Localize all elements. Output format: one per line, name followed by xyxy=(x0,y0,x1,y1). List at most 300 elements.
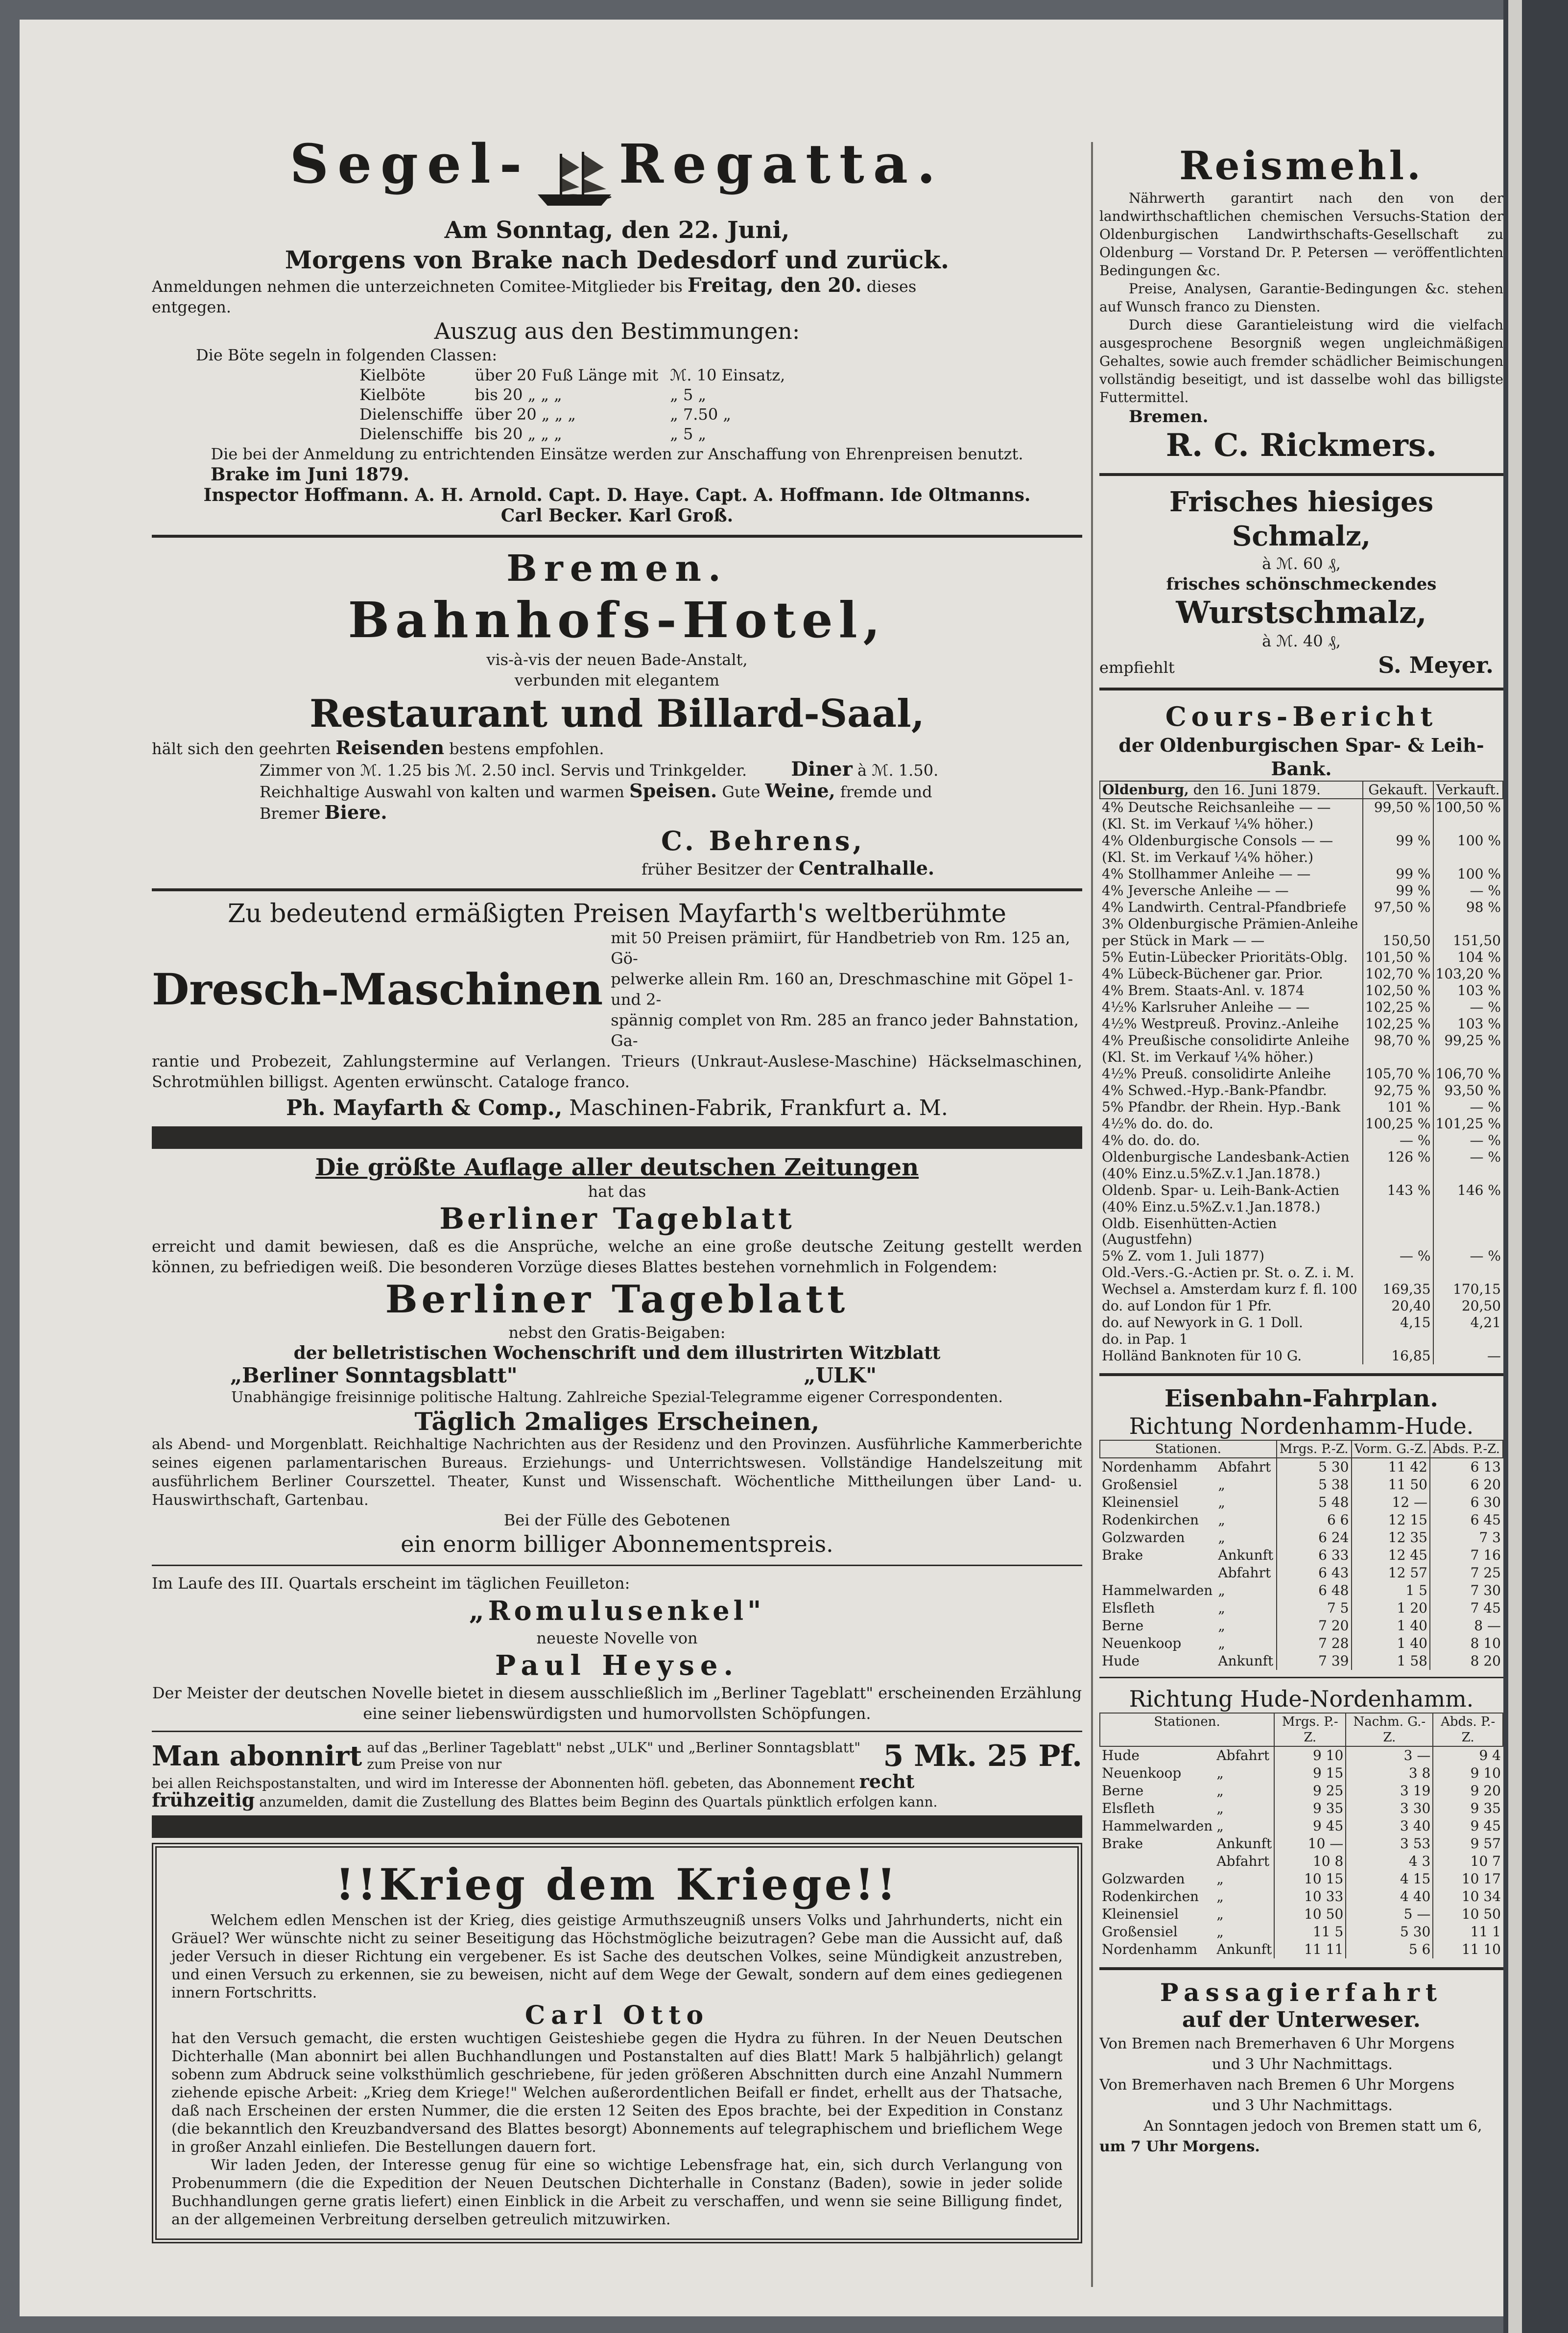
regatta-class-fee: ℳ. 10 Einsatz, xyxy=(670,365,785,384)
fahrplan-station: Neuenkoop xyxy=(1102,1635,1182,1651)
fahrplan-time-3: 8 10 xyxy=(1430,1635,1503,1652)
regatta-title-right: Regatta. xyxy=(618,132,945,195)
cours-security: 4% Oldenburgische Consols — — xyxy=(1102,833,1333,849)
fahrplan-event: „ xyxy=(1218,1476,1225,1493)
cours-sell: 20,50 xyxy=(1433,1298,1503,1314)
fahrplan-col3b-header: Abds. P.-Z. xyxy=(1433,1713,1503,1746)
table-row xyxy=(1100,849,1503,866)
cours-buy: 143 % xyxy=(1363,1182,1433,1199)
fahrplan-event: „ xyxy=(1218,1529,1225,1546)
cours-security: 4% Landwirth. Central-Pfandbriefe xyxy=(1102,899,1347,915)
cours-sell: 146 % xyxy=(1433,1182,1503,1199)
fahrplan xyxy=(1099,1385,1503,1958)
fahrplan-time-2: 5 30 xyxy=(1346,1923,1433,1941)
cours-security: 4½% Westpreuß. Provinz.-Anleihe xyxy=(1102,1016,1339,1032)
fahrplan-station: Elsfleth xyxy=(1102,1600,1155,1616)
hotel-text1b: Reisenden xyxy=(335,736,445,759)
cours-header-place: Oldenburg, xyxy=(1102,782,1189,798)
fahrplan-time-1: 6 6 xyxy=(1277,1511,1352,1529)
cours-sell: 100,50 % xyxy=(1433,799,1503,816)
fahrplan-station: Nordenhamm xyxy=(1102,1941,1198,1957)
hotel-restaurant: Restaurant und Billard-Saal, xyxy=(309,691,925,736)
fahrplan-station: Hude xyxy=(1102,1653,1140,1669)
table-row xyxy=(1100,1817,1503,1835)
cours-sell xyxy=(1433,1199,1503,1215)
regatta-place-date: Brake im Juni 1879. xyxy=(211,464,409,485)
fahrplan-event: „ xyxy=(1218,1635,1225,1651)
fahrplan-time-2: 3 53 xyxy=(1346,1835,1433,1853)
fahrplan-time-1: 10 8 xyxy=(1274,1853,1346,1870)
cours-buy xyxy=(1363,1331,1433,1348)
krieg-title: !!Krieg dem Kriege!! xyxy=(335,1858,899,1910)
table-row xyxy=(1100,1582,1503,1599)
table-row xyxy=(1100,982,1503,999)
fahrplan-station: Berne xyxy=(1102,1783,1144,1799)
fahrplan-time-2: 11 50 xyxy=(1352,1476,1430,1494)
table-row xyxy=(1100,816,1503,833)
mayfarth-firm-place: Maschinen-Fabrik, Frankfurt a. M. xyxy=(569,1095,948,1120)
krieg-ad xyxy=(152,1843,1082,2243)
cours-security: per Stück in Mark — — xyxy=(1102,932,1265,949)
fahrplan-time-3: 7 25 xyxy=(1430,1564,1503,1582)
table-row xyxy=(1100,1547,1503,1564)
fahrplan-station: Hude xyxy=(1102,1747,1140,1763)
divider xyxy=(152,1731,1082,1732)
cours-security: 5% Pfandbr. der Rhein. Hyp.-Bank xyxy=(1102,1099,1341,1115)
fahrplan-stations-header-2: Stationen. xyxy=(1100,1713,1274,1746)
regatta-class-fee: „ 5 „ xyxy=(670,385,707,404)
table-row xyxy=(1100,1835,1503,1853)
cours-security: 4% Jeversche Anleihe — — xyxy=(1102,882,1289,899)
fahrplan-event: „ xyxy=(1216,1924,1224,1940)
cours-security: do. in Pap. 1 xyxy=(1102,1331,1188,1347)
table-row xyxy=(1100,949,1503,966)
fahrplan-time-1: 10 50 xyxy=(1274,1905,1346,1923)
hotel-text2 xyxy=(152,759,1082,781)
cours-security: (Kl. St. im Verkauf ¼% höher.) xyxy=(1102,849,1314,865)
cours-buy xyxy=(1363,1166,1433,1182)
fahrplan-time-2: 3 40 xyxy=(1346,1817,1433,1835)
fahrplan-time-1: 6 33 xyxy=(1277,1547,1352,1564)
mayfarth-ad xyxy=(152,900,1082,1121)
cours-buy: 105,70 % xyxy=(1363,1066,1433,1082)
hotel-text3b: Speisen. xyxy=(629,779,717,802)
fahrplan-station xyxy=(1100,1564,1216,1582)
fahrplan-time-2: 1 40 xyxy=(1352,1617,1430,1635)
divider xyxy=(1099,473,1503,476)
cours-buy: 97,50 % xyxy=(1363,899,1433,916)
cours-security: Holländ Banknoten für 10 G. xyxy=(1102,1348,1302,1364)
tageblatt-sonntagsblatt: „Berliner Sonntagsblatt" xyxy=(230,1363,518,1387)
hotel-text3a: Reichhaltige Auswahl von kalten und warmen xyxy=(260,782,624,801)
registration-text: Anmeldungen nehmen die unterzeichneten Comitee-Mitglieder bis xyxy=(152,277,683,296)
cours-buy xyxy=(1363,1264,1433,1281)
regatta-classes-intro: Die Böte segeln in folgenden Classen: xyxy=(196,345,498,364)
fahrplan-station: Brake xyxy=(1102,1547,1143,1563)
fahrplan-time-2: 5 6 xyxy=(1346,1941,1433,1958)
fahrplan-time-3: 8 — xyxy=(1430,1617,1503,1635)
fahrplan-time-3: 6 45 xyxy=(1430,1511,1503,1529)
hotel-owner: C. Behrens, xyxy=(661,825,865,857)
cours-buy: 150,50 xyxy=(1363,932,1433,949)
table-row xyxy=(1100,1617,1503,1635)
fahrplan-event: Abfahrt xyxy=(1216,1747,1270,1763)
cours-buy: 4,15 xyxy=(1363,1314,1433,1331)
hotel-text3e: fremde und xyxy=(840,782,932,801)
mayfarth-firm xyxy=(152,1095,1082,1121)
table-row xyxy=(1100,1564,1503,1582)
fahrplan-time-2: 4 3 xyxy=(1346,1853,1433,1870)
regatta-class-length: über 20 Fuß Länge mit xyxy=(475,365,659,384)
regatta-class-length: bis 20 „ „ „ xyxy=(475,385,562,404)
fahrplan-time-1: 7 5 xyxy=(1277,1599,1352,1617)
cours-sell: — % xyxy=(1433,1132,1503,1149)
fahrplan-event: „ xyxy=(1218,1618,1225,1634)
fahrplan-table-2 xyxy=(1099,1713,1503,1958)
fahrplan-col3-header: Abds. P.-Z. xyxy=(1430,1440,1503,1458)
table-row xyxy=(1100,1652,1503,1670)
cours-sell: — xyxy=(1433,1348,1503,1364)
fahrplan-table-1 xyxy=(1099,1440,1503,1670)
mayfarth-title: Dresch-Maschinen xyxy=(152,963,603,1015)
cours-sell: 101,25 % xyxy=(1433,1116,1503,1132)
fahrplan-time-2: 11 42 xyxy=(1352,1458,1430,1476)
passagier-line1: Von Bremen nach Bremerhaven 6 Uhr Morgens xyxy=(1099,2035,1455,2052)
cours-security: (40% Einz.u.5%Z.v.1.Jan.1878.) xyxy=(1102,1199,1321,1215)
schmalz-price1: à ℳ. 60 ₰, xyxy=(1262,554,1341,573)
table-row xyxy=(1100,1082,1503,1099)
regatta-class-fee: „ 7.50 „ xyxy=(670,405,731,424)
hotel-text1 xyxy=(152,738,1082,759)
cours-sell xyxy=(1433,816,1503,833)
registration-text-end: dieses xyxy=(866,277,917,296)
cours-security: 4% Stollhammer Anleihe — — xyxy=(1102,866,1311,882)
fahrplan-time-3: 9 57 xyxy=(1433,1835,1503,1853)
hotel-text2a: Zimmer von ℳ. 1.25 bis ℳ. 2.50 incl. Servis und Trinkgelder. xyxy=(260,761,747,780)
cours-security: 4% Lübeck-Büchener gar. Prior. xyxy=(1102,966,1323,982)
table-row xyxy=(1100,1298,1503,1314)
cours-header-date-text: den 16. Juni 1879. xyxy=(1193,782,1321,798)
reismehl-firm: R. C. Rickmers. xyxy=(1165,427,1437,464)
fahrplan-event: „ xyxy=(1216,1800,1224,1816)
fahrplan-time-3: 8 20 xyxy=(1430,1652,1503,1670)
krieg-para3: Wir laden Jeden, der Interesse genug für eine so wichtige Lebensfrage hat, ein, sich durch Verlangung von Probenummern (die die Expedition der Neuen Deutschen Dichterhalle in Constanz (Baden), sowie in jeder solide Buchhandlungen gerne gratis liefert) einen Einblick in die Arbeit zu verschaffen, und wenn sie seine Billigung findet, an der allgemeinen Verbreitung derselben getreulich mitzuwirken. xyxy=(171,2156,1063,2228)
cours-buy xyxy=(1363,849,1433,866)
tageblatt-details: als Abend- und Morgenblatt. Reichhaltige Nachrichten aus der Residenz und den Provinzen. Ausführliche Kammerberichte seines eigenen parlamentarischen Bureaus. Erziehungs- und Unterrichtswesen. Vollständige Handelszeitung mit ausführlichem Berliner Courszettel. Theater, Kunst und Wissenschaft. Wöchentliche Mittheilungen über Land- u. Hauswirthschaft, Gartenbau. xyxy=(152,1435,1082,1509)
cours-security: do. auf Newyork in G. 1 Doll. xyxy=(1102,1314,1303,1331)
cours-security: 4½% Karlsruher Anleihe — — xyxy=(1102,999,1310,1015)
table-row xyxy=(1100,1149,1503,1166)
regatta-title-left: Segel- xyxy=(289,132,531,195)
fahrplan-time-1: 10 — xyxy=(1274,1835,1346,1853)
cours-sell: 103 % xyxy=(1433,982,1503,999)
fahrplan-time-3: 6 30 xyxy=(1430,1494,1503,1511)
hotel-text4 xyxy=(152,802,1082,824)
fahrplan-time-2: 3 — xyxy=(1346,1746,1433,1764)
cours-security: (Kl. St. im Verkauf ¼% höher.) xyxy=(1102,816,1314,832)
cours-buy xyxy=(1363,1199,1433,1215)
cours-buy: 102,25 % xyxy=(1363,999,1433,1016)
hotel-text2b: Diner xyxy=(791,757,853,781)
table-row xyxy=(1100,1923,1503,1941)
fahrplan-station: Großensiel xyxy=(1102,1924,1178,1940)
fahrplan-time-2: 5 — xyxy=(1346,1905,1433,1923)
fahrplan-event: Ankunft xyxy=(1218,1653,1274,1669)
cours-sell: 4,21 xyxy=(1433,1314,1503,1331)
regatta-date: Am Sonntag, den 22. Juni, xyxy=(444,216,790,244)
fahrplan-event: „ xyxy=(1216,1871,1224,1887)
cours-security: 5% Eutin-Lübecker Prioritäts-Oblg. xyxy=(1102,949,1348,965)
regatta-class-row xyxy=(357,365,795,385)
cours-sell xyxy=(1433,1049,1503,1066)
cours-security: Oldenburgische Landesbank-Actien xyxy=(1102,1149,1350,1165)
cours-buy: 99 % xyxy=(1363,833,1433,849)
table-row xyxy=(1100,1314,1503,1331)
table-row xyxy=(1100,799,1503,816)
passagier-line3: Von Bremerhaven nach Bremen 6 Uhr Morgens xyxy=(1099,2076,1455,2094)
fahrplan-event: Abfahrt xyxy=(1218,1459,1271,1475)
fahrplan-time-3: 9 10 xyxy=(1433,1764,1503,1782)
cours-buy: 101 % xyxy=(1363,1099,1433,1116)
fahrplan-event: „ xyxy=(1216,1888,1224,1904)
cours-security: Old.-Vers.-G.-Actien pr. St. o. Z. i. M. xyxy=(1102,1264,1354,1281)
cours-col-buy: Gekauft. xyxy=(1363,781,1433,799)
regatta-class-length: über 20 „ „ „ xyxy=(475,405,576,424)
right-column xyxy=(1099,142,1503,2287)
cours-security: 3% Oldenburgische Prämien-Anleihe xyxy=(1102,916,1358,932)
fahrplan-time-1: 9 45 xyxy=(1274,1817,1346,1835)
dark-rule xyxy=(152,1126,1082,1149)
regatta-prizes: Die bei der Anmeldung zu entrichtenden Einsätze werden zur Anschaffung von Ehrenpreisen benutzt. xyxy=(211,444,1023,463)
cours-header-date xyxy=(1100,781,1363,799)
sailing-ship-icon xyxy=(533,148,616,214)
fahrplan-time-3: 11 10 xyxy=(1433,1941,1503,1958)
regatta-registration xyxy=(152,275,1082,317)
tageblatt-name-2: Berliner Tageblatt xyxy=(385,1277,849,1322)
table-row xyxy=(1100,1281,1503,1298)
reismehl-body: Nährwerth garantirt nach den von der landwirthschaftlichen chemischen Versuchs-Station der Oldenburgischen Landwirthschafts-Gesellschaft zu Oldenburg — Vorstand Dr. P. Petersen — veröffentlichten Bedingungen &c. xyxy=(1099,190,1503,279)
table-row xyxy=(1100,1032,1503,1049)
regatta-class-name: Kielböte xyxy=(359,385,426,404)
fahrplan-event: „ xyxy=(1216,1818,1224,1834)
fahrplan-time-3: 7 3 xyxy=(1430,1529,1503,1547)
fahrplan-time-2: 12 — xyxy=(1352,1494,1430,1511)
dark-rule xyxy=(152,1815,1082,1838)
cours-sell: 106,70 % xyxy=(1433,1066,1503,1082)
tageblatt-name-1: Berliner Tageblatt xyxy=(439,1201,795,1236)
cours-security: 4% Brem. Staats-Anl. v. 1874 xyxy=(1102,982,1305,999)
fahrplan-station: Hammelwarden xyxy=(1102,1818,1213,1834)
regatta-classes-table xyxy=(357,365,795,444)
fahrplan-col2b-header: Nachm. G.-Z. xyxy=(1346,1713,1433,1746)
column-rule xyxy=(1091,142,1093,2287)
tageblatt-ad xyxy=(152,1154,1082,1810)
tageblatt-quarter: Im Laufe des III. Quartals erscheint im täglichen Feuilleton: xyxy=(152,1573,630,1593)
cours-title: Cours-Bericht xyxy=(1165,701,1438,732)
fahrplan-time-2: 12 45 xyxy=(1352,1547,1430,1564)
tageblatt-weekly: der belletristischen Wochenschrift und dem illustrirten Witzblatt xyxy=(293,1342,941,1363)
divider xyxy=(152,1565,1082,1566)
cours-buy xyxy=(1363,916,1433,932)
fahrplan-time-3: 9 4 xyxy=(1433,1746,1503,1764)
hotel-text3 xyxy=(152,781,1082,802)
fahrplan-station: Großensiel xyxy=(1102,1476,1178,1493)
regatta-class-row xyxy=(357,405,795,424)
fahrplan-station: Elsfleth xyxy=(1102,1800,1155,1816)
passagier-ad xyxy=(1099,1979,1503,2157)
cours-sell xyxy=(1433,1264,1503,1281)
table-row xyxy=(1100,1905,1503,1923)
table-row xyxy=(1100,1066,1503,1082)
reismehl-body3: Durch diese Garantieleistung wird die vielfach ausgesprochene Besorgniß wegen ungleichmäßigen Gehaltes, sowie auch fremder schädlicher Beimischungen vollständig beseitigt, und ist dasselbe wohl das billigste Futtermittel. xyxy=(1099,317,1503,405)
krieg-para1: Welchem edlen Menschen ist der Krieg, dies geistige Armuthszeugniß unsers Volks und Jahrhunderts, nicht ein Gräuel? Wer wünschte nicht zu seiner Beseitigung das Höchstmögliche beizutragen? Gebe man die Aussicht auf, daß jeder Versuch in dieser Richtung ein vergebener. Es ist Sache des deutschen Volkes, seine Mündigkeit anzustreben, und einen Versuch zu erkennen, sie zu beweisen, nicht auf dem Wege der Gewalt, sondern auf dem eines gediegenen innern Fortschritts. xyxy=(171,1911,1063,2001)
fahrplan-time-2: 12 15 xyxy=(1352,1511,1430,1529)
hotel-text3c: Gute xyxy=(722,782,760,801)
hotel-text4a: Bremer xyxy=(260,804,320,823)
fahrplan-event: Abfahrt xyxy=(1216,1853,1270,1869)
cours-sell xyxy=(1433,849,1503,866)
table-row xyxy=(1100,1853,1503,1870)
regatta-class-row xyxy=(357,424,795,444)
cours-sell: — % xyxy=(1433,1149,1503,1166)
fahrplan-title: Eisenbahn-Fahrplan. xyxy=(1164,1385,1438,1412)
fahrplan-time-2: 1 58 xyxy=(1352,1652,1430,1670)
regatta-class-row xyxy=(357,385,795,405)
cours-sell xyxy=(1433,1215,1503,1248)
fahrplan-time-3: 9 35 xyxy=(1433,1800,1503,1817)
regatta-class-name: Dielenschiffe xyxy=(359,405,463,424)
fahrplan-event: Ankunft xyxy=(1218,1547,1274,1563)
fahrplan-event: Ankunft xyxy=(1216,1941,1272,1957)
fahrplan-time-3: 6 20 xyxy=(1430,1476,1503,1494)
fahrplan-time-2: 12 57 xyxy=(1352,1564,1430,1582)
regatta-class-length: bis 20 „ „ „ xyxy=(475,424,562,443)
fahrplan-time-3: 11 1 xyxy=(1433,1923,1503,1941)
fahrplan-event: „ xyxy=(1218,1600,1225,1616)
mayfarth-body: rantie und Probezeit, Zahlungstermine auf Verlangen. Trieurs (Unkraut-Auslese-Maschine) Häckselmaschinen, Schrotmühlen billigst. Agenten erwünscht. Cataloge franco. xyxy=(152,1051,1082,1091)
tageblatt-subscribe-text3: anzumelden, damit die Zustellung des Blattes beim Beginn des Quartals pünktlich erfolgen kann. xyxy=(259,1793,938,1810)
passagier-line4: und 3 Uhr Nachmittags. xyxy=(1212,2097,1393,2114)
fahrplan-time-1: 7 20 xyxy=(1277,1617,1352,1635)
divider xyxy=(152,888,1082,891)
table-row xyxy=(1100,999,1503,1016)
cours-sell xyxy=(1433,1166,1503,1182)
table-row xyxy=(1100,1800,1503,1817)
cours-security: 4% Schwed.-Hyp.-Bank-Pfandbr. xyxy=(1102,1082,1327,1098)
regatta-route: Morgens von Brake nach Dedesdorf und zurück. xyxy=(285,245,950,274)
scan-edge xyxy=(1503,0,1568,2333)
table-row xyxy=(1100,966,1503,982)
fahrplan-time-2: 3 8 xyxy=(1346,1764,1433,1782)
fahrplan-time-1: 9 35 xyxy=(1274,1800,1346,1817)
fahrplan-station: Brake xyxy=(1102,1835,1143,1852)
hotel-line2: verbunden mit elegantem xyxy=(514,670,720,690)
mayfarth-side-1: mit 50 Preisen prämiirt, für Handbetrieb von Rm. 125 an, Gö- xyxy=(611,928,1070,968)
schmalz-sub: frisches schönschmeckendes xyxy=(1166,574,1437,594)
table-row xyxy=(1100,866,1503,882)
fahrplan-time-1: 6 48 xyxy=(1277,1582,1352,1599)
cours-security: Oldenb. Spar- u. Leih-Bank-Actien xyxy=(1102,1182,1340,1198)
fahrplan-time-2: 12 35 xyxy=(1352,1529,1430,1547)
fahrplan-dir1: Richtung Nordenhamm-Hude. xyxy=(1129,1413,1474,1439)
reismehl-ad xyxy=(1099,142,1503,464)
fahrplan-station: Kleinensiel xyxy=(1102,1906,1179,1922)
tageblatt-fullness: Bei der Fülle des Gebotenen xyxy=(503,1510,731,1529)
regatta-excerpt-title: Auszug aus den Bestimmungen: xyxy=(434,317,800,344)
fahrplan-time-1: 9 25 xyxy=(1274,1782,1346,1800)
tageblatt-daily: Täglich 2maliges Erscheinen, xyxy=(414,1406,820,1436)
table-row xyxy=(1100,882,1503,899)
fahrplan-event: „ xyxy=(1218,1494,1225,1510)
fahrplan-time-1: 9 15 xyxy=(1274,1764,1346,1782)
fahrplan-time-2: 4 15 xyxy=(1346,1870,1433,1888)
fahrplan-time-1: 6 43 xyxy=(1277,1564,1352,1582)
tageblatt-supplements: nebst den Gratis-Beigaben: xyxy=(508,1323,726,1342)
cours-sell: — % xyxy=(1433,1248,1503,1264)
cours-sell: — % xyxy=(1433,1099,1503,1116)
table-row xyxy=(1100,1529,1503,1547)
cours-sell: 99,25 % xyxy=(1433,1032,1503,1049)
mayfarth-side-2: pelwerke allein Rm. 160 an, Dreschmaschine mit Göpel 1- und 2- xyxy=(611,969,1073,1009)
table-row xyxy=(1100,1215,1503,1248)
cours-security: 5% Z. vom 1. Juli 1877) xyxy=(1102,1248,1265,1264)
cours-col-sell: Verkauft. xyxy=(1433,781,1503,799)
fahrplan-time-3: 10 34 xyxy=(1433,1888,1503,1905)
cours-buy: 102,70 % xyxy=(1363,966,1433,982)
fahrplan-station: Kleinensiel xyxy=(1102,1494,1179,1510)
table-row xyxy=(1100,1248,1503,1264)
fahrplan-station: Berne xyxy=(1102,1618,1144,1634)
hotel-text2c: à ℳ. 1.50. xyxy=(857,761,939,780)
reismehl-place: Bremen. xyxy=(1129,407,1209,427)
fahrplan-time-1: 5 48 xyxy=(1277,1494,1352,1511)
table-row xyxy=(1100,1166,1503,1182)
fahrplan-station: Nordenhamm xyxy=(1102,1459,1198,1475)
fahrplan-station: Golzwarden xyxy=(1102,1871,1185,1887)
divider xyxy=(1099,1677,1503,1678)
schmalz-recommend: empfiehlt xyxy=(1099,658,1175,677)
reismehl-body2: Preise, Analysen, Garantie-Bedingungen &c. stehen auf Wunsch franco zu Diensten. xyxy=(1099,281,1503,315)
cours-buy: 20,40 xyxy=(1363,1298,1433,1314)
fahrplan-time-1: 9 10 xyxy=(1274,1746,1346,1764)
tageblatt-headline: Die größte Auflage aller deutschen Zeitungen xyxy=(315,1153,919,1181)
cours-sell: 151,50 xyxy=(1433,932,1503,949)
hotel-text1c: bestens empfohlen. xyxy=(449,739,604,758)
fahrplan-time-2: 1 40 xyxy=(1352,1635,1430,1652)
table-row xyxy=(1100,1199,1503,1215)
passagier-subtitle: auf der Unterweser. xyxy=(1182,2007,1421,2032)
tageblatt-novel-note: neueste Novelle von xyxy=(536,1628,698,1647)
tageblatt-ulk: „ULK" xyxy=(804,1363,877,1387)
cours-security: 4% do. do. do. xyxy=(1102,1132,1200,1148)
table-row xyxy=(1100,1888,1503,1905)
cours-sell xyxy=(1433,1331,1503,1348)
registration-deadline: Freitag, den 20. xyxy=(688,273,862,297)
table-row xyxy=(1100,1099,1503,1116)
hotel-city: Bremen. xyxy=(506,547,728,590)
table-row xyxy=(1100,1182,1503,1199)
tageblatt-recht: recht xyxy=(859,1770,915,1792)
fahrplan-time-1: 10 15 xyxy=(1274,1870,1346,1888)
fahrplan-event: „ xyxy=(1218,1582,1225,1598)
fahrplan-time-3: 6 13 xyxy=(1430,1458,1503,1476)
table-row xyxy=(1100,833,1503,849)
regatta-class-fee: „ 5 „ xyxy=(670,424,707,443)
tageblatt-price-note: ein enorm billiger Abonnementspreis. xyxy=(401,1530,833,1557)
table-row xyxy=(1100,1016,1503,1032)
fahrplan-time-3: 7 16 xyxy=(1430,1547,1503,1564)
passagier-line5: An Sonntagen jedoch von Bremen statt um 6, xyxy=(1143,2118,1482,2135)
